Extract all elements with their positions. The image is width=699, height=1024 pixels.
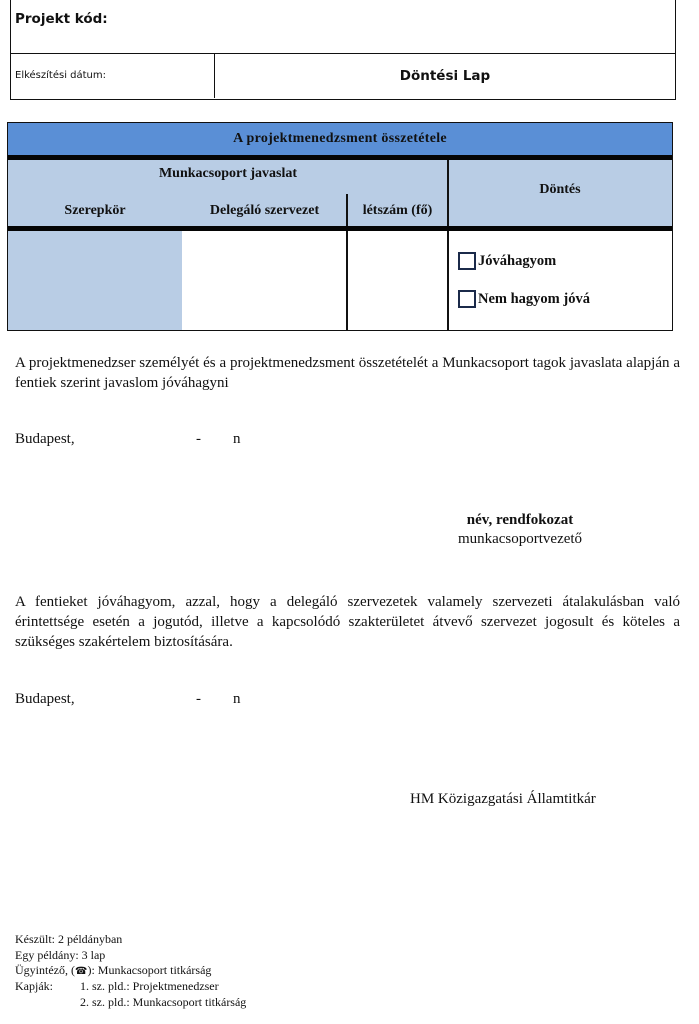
table-title: A projektmenedzsment összetétele <box>8 123 672 155</box>
footer-copies: Készült: 2 példányban <box>15 932 123 946</box>
footer-recipients-label: Kapják: <box>15 979 53 993</box>
project-code-label: Projekt kód: <box>15 11 108 27</box>
footer-recipient: 2. sz. pld.: Munkacsoport titkárság <box>80 995 247 1009</box>
role-cell[interactable] <box>8 231 182 330</box>
column-divider <box>447 160 449 226</box>
approver-role: HM Közigazgatási Államtitkár <box>410 791 596 807</box>
project-code-row <box>11 0 675 54</box>
column-divider <box>346 194 348 226</box>
footer-pages: Egy példány: 3 lap <box>15 948 106 962</box>
column-header-role: Szerepkör <box>64 203 126 218</box>
option-reject-label: Nem hagyom jóvá <box>478 290 590 307</box>
table-header <box>8 160 672 226</box>
checkbox-reject[interactable] <box>458 290 476 308</box>
column-header-org: Delegáló szervezet <box>209 203 320 218</box>
column-divider <box>447 231 449 330</box>
footer-handler <box>15 963 211 980</box>
count-cell[interactable] <box>348 231 447 330</box>
date-dash-2: - <box>196 691 201 707</box>
approval-paragraph: A fentieket jóváhagyom, azzal, hogy a delegáló szervezetek valamely szervezeti átalakulásban való érintettsége esetén a jogutód, illetve a kapcsolódó szakterületet átvevő szervezet jogosult és köteles a szükséges szakértelem biztosítására. <box>15 594 680 650</box>
date-suffix-1: n <box>233 431 241 447</box>
proposal-paragraph: A projektmenedzser személyét és a projektmenedzsment összetételét a Munkacsoport tagok javaslata alapján a fentiek szerint javaslom jóváhagyni <box>15 355 680 391</box>
group-header: Munkacsoport javaslat <box>158 166 298 181</box>
document-title: Döntési Lap <box>399 68 491 84</box>
composition-table <box>7 122 673 331</box>
org-cell[interactable] <box>182 231 346 330</box>
footer-handler-prefix: Ügyintéző, ( <box>15 963 75 977</box>
place-label-2: Budapest, <box>15 691 75 707</box>
place-label-1: Budapest, <box>15 431 75 447</box>
footer-recipient: 1. sz. pld.: Projektmenedzser <box>80 979 219 993</box>
option-approve[interactable] <box>458 252 556 270</box>
footer-handler-suffix: ): Munkacsoport titkárság <box>87 963 212 977</box>
date-dash-1: - <box>196 431 201 447</box>
signer-name: név, rendfokozat <box>466 512 574 528</box>
signer-role: munkacsoportvezető <box>457 531 583 547</box>
checkbox-approve[interactable] <box>458 252 476 270</box>
column-header-decision: Döntés <box>539 182 581 197</box>
document-header-box <box>10 0 676 100</box>
option-approve-label: Jóváhagyom <box>478 252 557 269</box>
phone-icon: ☎ <box>74 966 88 977</box>
date-cell <box>11 54 215 98</box>
date-label: Elkészítési dátum: <box>15 70 107 81</box>
option-reject[interactable] <box>458 290 590 308</box>
date-suffix-2: n <box>233 691 241 707</box>
column-header-count: létszám (fő) <box>362 203 433 218</box>
